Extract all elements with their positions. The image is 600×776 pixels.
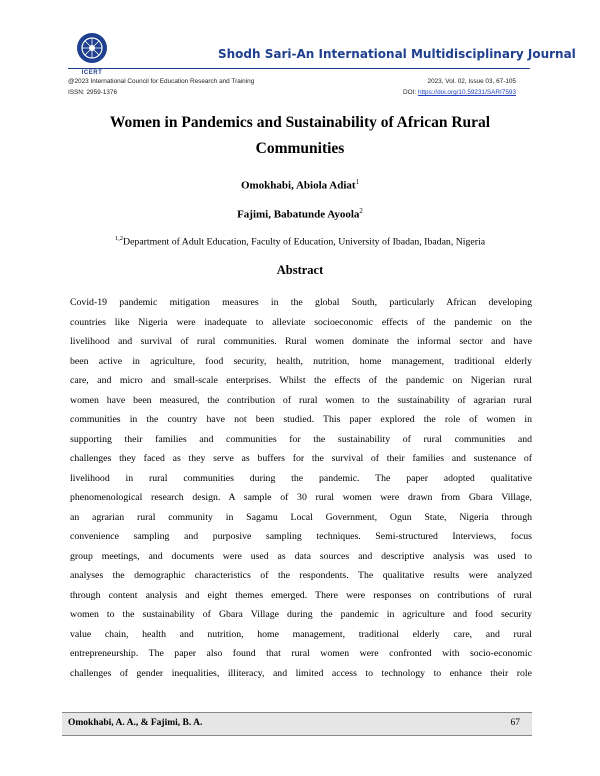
abstract-body [70,293,532,683]
author-1-sup: 1 [355,178,360,186]
doi-label: DOI: [403,89,418,96]
icert-logo-icon [70,30,114,70]
abstract-line: supporting their families and communities for the sustainability of rural communities and [70,433,532,445]
logo-text: ICERT [81,70,103,76]
abstract-line: care, and micro and small-scale enterprises. Whilst the effects of the pandemic on Nigerian rural [70,375,532,386]
abstract-line: convenience sampling and purposive sampling techniques. Semi-structured Interviews, focus [70,531,532,542]
paper-title [70,110,530,162]
abstract-line: group meetings, and documents were used as data sources and descriptive analysis was used to [70,550,532,562]
author-1-name: Omokhabi, Abiola Adiat [240,179,356,192]
header-divider [68,68,530,69]
journal-title: Shodh Sari-An International Multidisciplinary Journal [218,47,576,61]
affiliation-sup: 1,2 [114,235,123,242]
doi-link[interactable]: https://doi.org/10.59231/SARI7593 [417,89,516,96]
doi [403,89,516,96]
copyright-notice: @2023 International Council for Education Research and Training [68,78,255,85]
affiliation [70,235,530,247]
affiliation-text: Department of Adult Education, Faculty of Education, University of Ibadan, Ibadan, Nigeria [123,236,486,248]
author-1 [70,178,530,192]
abstract-line: through content analysis and eight themes emerged. There were responses on contributions of rural [70,589,532,601]
page-number: 67 [510,718,520,728]
abstract-line: women to the sustainability of Gbara Village during the pandemic in agriculture and food security [70,609,532,620]
author-2 [70,207,530,221]
abstract-line: been active in agriculture, food security, health, nutrition, home management, traditional elderly [70,355,532,367]
author-2-name: Fajimi, Babatunde Ayoola [237,208,360,221]
abstract-line: Covid-19 pandemic mitigation measures in the global South, particularly African developing [70,297,532,308]
abstract-line: an agrarian rural community in Sagamu Local Government, Ogun State, Nigeria through [70,511,532,523]
abstract-line: phenomenological research design. A sample of 30 rural women were drawn from Gbara Village, [70,492,532,503]
abstract-line: countries like Nigeria were inadequate to alleviate socioeconomic effects of the pandemic on the [70,316,532,328]
abstract-line: analyses the demographic characteristics of the respondents. The qualitative results were analyzed [70,570,532,581]
abstract-line: value chain, health and nutrition, home management, traditional elderly care, and rural [70,628,532,640]
abstract-line: challenges of gender inequalities, illiteracy, and limited access to technology to enhance their role [70,667,532,679]
volume-info: 2023, Vol. 02, Issue 03, 67-105 [427,78,516,85]
abstract-line: challenges they faced as they serve as buffers for the survival of their families and sustenance of [70,453,532,464]
abstract-heading: Abstract [276,263,324,277]
title-line-1: Women in Pandemics and Sustainability of African Rural [109,114,491,131]
author-2-sup: 2 [359,207,363,215]
issn: ISSN: 2959-1376 [68,89,118,96]
abstract-line: livelihood and survival of rural communities. Rural women dominate the informal sector and have [70,336,532,347]
page-footer [62,712,532,736]
footer-authors: Omokhabi, A. A., & Fajimi, B. A. [68,718,203,728]
title-line-2: Communities [255,140,345,157]
abstract-line: women have been measured, the contribution of rural women to the sustainability of agrarian rural [70,394,532,406]
abstract-line: communities in the country have not been studied. This paper explored the role of women in [70,414,532,425]
abstract-line: entrepreneurship. The paper also found that rural women were confronted with socio-economic [70,648,532,659]
abstract-line: livelihood in rural communities during the pandemic. The paper adopted qualitative [70,472,532,484]
